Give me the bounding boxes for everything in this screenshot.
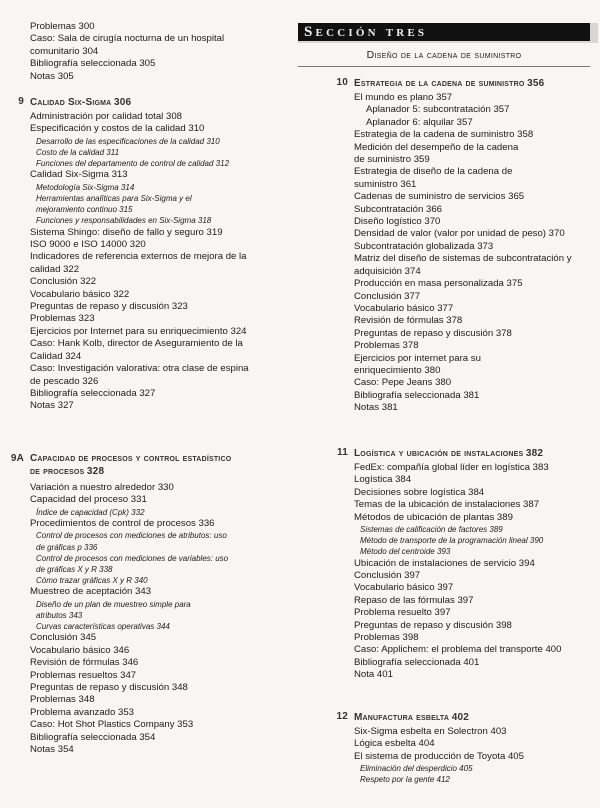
chapter-11-heading — [337, 447, 590, 460]
chapter-page: 382 — [525, 448, 544, 459]
toc-entry: Diseño de un plan de muestreo simple para — [36, 599, 191, 609]
chapter-9-list — [30, 111, 292, 413]
toc-entry: Notas 354 — [30, 744, 74, 756]
toc-entry: Muestreo de aceptación 343 — [30, 586, 152, 598]
toc-entry: Preguntas de repaso y discusión 398 — [354, 619, 512, 631]
toc-entry: Ubicación de instalaciones de servicio 394 — [354, 557, 535, 569]
toc-entry: Preguntas de repaso y discusión 378 — [354, 327, 512, 339]
toc-entry: atributos 343 — [36, 611, 83, 621]
toc-entry: de pescado 326 — [30, 375, 99, 387]
toc-entry: Ejercicios por Internet para su enriquecimiento 324 — [30, 325, 247, 337]
toc-entry: Aplanador 5: subcontratación 357 — [366, 104, 510, 116]
chapter-number: 12 — [336, 711, 348, 722]
toc-entry: Vocabulario básico 397 — [354, 582, 454, 594]
toc-entry: Producción en masa personalizada 375 — [354, 278, 523, 290]
chapter-9a-list — [30, 482, 292, 757]
toc-entry: Conclusión 345 — [30, 632, 97, 644]
toc-entry: Vocabulario básico 346 — [30, 644, 130, 656]
toc-entry: Método del centroide 393 — [360, 547, 451, 557]
toc-entry: Bibliografía seleccionada 327 — [30, 387, 156, 399]
toc-entry: Bibliografía seleccionada 381 — [354, 389, 480, 401]
chapter-number: 11 — [337, 447, 348, 458]
section-subtitle: Diseño de la cadena de suministro — [366, 50, 522, 61]
chapter-9-heading — [18, 96, 292, 109]
toc-entry: ISO 9000 e ISO 14000 320 — [30, 239, 146, 251]
chapter-page: 356 — [527, 78, 545, 89]
toc-entry: Eliminación del desperdicio 405 — [360, 764, 473, 774]
toc-entry: Bibliografía seleccionada 401 — [354, 656, 480, 668]
toc-entry: Diseño logístico 370 — [354, 216, 441, 228]
toc-entry: Nota 401 — [354, 669, 393, 681]
toc-entry: El sistema de producción de Toyota 405 — [354, 750, 524, 762]
toc-entry: Aplanador 6: alquilar 357 — [366, 116, 473, 128]
chapter-number: 9 — [18, 96, 24, 107]
chapter-10-list — [354, 92, 590, 415]
toc-entry: Caso: Pepe Jeans 380 — [354, 377, 452, 389]
toc-entry: de suministro 359 — [354, 154, 430, 166]
toc-entry: Revisión de fórmulas 346 — [30, 657, 139, 669]
toc-entry: Problema avanzado 353 — [30, 706, 135, 718]
chapter-11-list — [354, 462, 590, 682]
toc-entry: Logística 384 — [354, 474, 412, 486]
toc-entry: suministro 361 — [354, 178, 417, 190]
toc-entry: Capacidad del proceso 331 — [30, 494, 147, 506]
toc-entry: Vocabulario básico 322 — [30, 288, 130, 300]
toc-entry: El mundo es plano 357 — [354, 92, 453, 103]
section-title: Sección tres — [298, 23, 590, 41]
toc-entry: Matriz del diseño de sistemas de subcontratación y — [354, 253, 572, 265]
toc-entry: Caso: Hot Shot Plastics Company 353 — [30, 719, 194, 731]
toc-entry: Problemas 300 — [30, 21, 95, 32]
toc-entry: de gráficas X y R 338 — [36, 565, 113, 575]
section-divider — [298, 66, 590, 67]
chapter-12-heading — [336, 711, 590, 724]
chapter-title: Estrategia de la cadena de suministro — [354, 78, 525, 89]
toc-entry: Método de transporte de la programación lineal 390 — [360, 536, 544, 546]
toc-entry: FedEx: compañía global líder en logística 383 — [354, 462, 549, 473]
toc-entry: enriquecimiento 380 — [354, 364, 441, 376]
chapter-title: Manufactura esbelta — [354, 712, 450, 723]
toc-entry: Preguntas de repaso y discusión 323 — [30, 301, 188, 313]
toc-entry: Subcontratación globalizada 373 — [354, 240, 494, 252]
chapter-12-list — [354, 726, 590, 786]
toc-entry: Preguntas de repaso y discusión 348 — [30, 682, 188, 694]
toc-entry: Caso: Sala de cirugía nocturna de un hospital — [30, 33, 225, 45]
toc-entry: Curvas características operativas 344 — [36, 622, 170, 632]
toc-entry: Revisión de fórmulas 378 — [354, 315, 463, 327]
toc-entry: Respeto por la gente 412 — [360, 775, 450, 785]
toc-entry: Índice de capacidad (Cpk) 332 — [36, 507, 145, 517]
chapter-title: Logística y ubicación de instalaciones — [354, 448, 524, 459]
chapter-page: 402 — [451, 712, 469, 723]
left-top-list — [30, 21, 292, 83]
toc-entry: Six-Sigma esbelta en Solectron 403 — [354, 726, 507, 737]
chapter-9a-heading — [10, 453, 292, 478]
toc-entry: Costo de la calidad 311 — [36, 148, 120, 158]
toc-entry: calidad 322 — [30, 263, 80, 275]
chapter-title: Calidad Six-Sigma — [30, 97, 112, 108]
chapter-10-heading — [336, 77, 590, 90]
toc-entry: Funciones y responsabilidades en Six-Sigma 318 — [36, 216, 212, 226]
toc-entry: Metodología Six-Sigma 314 — [36, 182, 135, 192]
toc-entry: Decisiones sobre logística 384 — [354, 486, 485, 498]
toc-entry: Variación a nuestro alrededor 330 — [30, 482, 174, 493]
toc-entry: Vocabulario básico 377 — [354, 302, 454, 314]
toc-entry: Control de procesos con mediciones de atributos: uso — [36, 531, 227, 541]
toc-entry: Subcontratación 366 — [354, 203, 443, 215]
toc-entry: Problemas 348 — [30, 694, 95, 706]
toc-entry: Funciones del departamento de control de calidad 312 — [36, 159, 230, 169]
toc-entry: de gráficas p 336 — [36, 542, 98, 552]
chapter-page: 306 — [113, 97, 132, 108]
toc-entry: Indicadores de referencia externos de mejora de la — [30, 251, 247, 263]
toc-entry: Problemas 323 — [30, 313, 95, 325]
toc-entry: Procedimientos de control de procesos 336 — [30, 518, 215, 530]
toc-entry: Problemas 398 — [354, 632, 419, 644]
toc-entry: Medición del desempeño de la cadena — [354, 141, 519, 153]
toc-entry: Densidad de valor (valor por unidad de peso) 370 — [354, 228, 565, 240]
toc-entry: Caso: Applichem: el problema del transporte 400 — [354, 644, 562, 656]
toc-entry: Caso: Hank Kolb, director de Aseguramiento de la — [30, 338, 243, 350]
chapter-page: 328 — [86, 466, 105, 477]
toc-entry: Problema resuelto 397 — [354, 607, 451, 619]
toc-entry: Temas de la ubicación de instalaciones 387 — [354, 499, 540, 511]
toc-entry: Notas 381 — [354, 402, 398, 414]
toc-entry: Repaso de las fórmulas 397 — [354, 594, 474, 606]
toc-entry: Problemas 378 — [354, 340, 419, 352]
toc-entry: comunitario 304 — [30, 45, 99, 57]
toc-entry: Cadenas de suministro de servicios 365 — [354, 191, 525, 203]
toc-entry: Caso: Investigación valorativa: otra clase de espina — [30, 363, 249, 375]
toc-entry: Estrategia de diseño de la cadena de — [354, 166, 513, 178]
toc-entry: Ejercicios por internet para su — [354, 352, 481, 364]
toc-entry: Bibliografía seleccionada 354 — [30, 731, 156, 743]
chapter-title-line-2: de procesos — [30, 466, 85, 477]
toc-entry: Conclusión 322 — [30, 276, 97, 288]
toc-entry: Problemas resueltos 347 — [30, 669, 137, 681]
toc-entry: Notas 327 — [30, 400, 74, 412]
toc-entry: Conclusión 397 — [354, 570, 421, 582]
chapter-number: 10 — [336, 77, 348, 88]
toc-entry: Sistemas de calificación de factores 389 — [360, 525, 503, 535]
chapter-number: 9A — [10, 453, 24, 464]
toc-entry: Administración por calidad total 308 — [30, 111, 182, 122]
toc-entry: Lógica esbelta 404 — [354, 738, 435, 750]
toc-entry: Control de procesos con mediciones de variables: uso — [36, 553, 229, 563]
toc-entry: Sistema Shingo: diseño de fallo y seguro 319 — [30, 226, 223, 238]
toc-entry: Bibliografía seleccionada 305 — [30, 58, 156, 70]
toc-entry: adquisición 374 — [354, 265, 421, 277]
toc-entry: Calidad 324 — [30, 350, 82, 362]
toc-entry: Conclusión 377 — [354, 290, 421, 302]
toc-entry: Herramientas analíticas para Six-Sigma y el — [36, 194, 192, 204]
toc-entry: mejoramiento continuo 315 — [36, 205, 133, 215]
toc-entry: Notas 305 — [30, 70, 74, 82]
chapter-title-line-1: Capacidad de procesos y control estadístico — [30, 453, 232, 464]
toc-entry: Cómo trazar gráficas X y R 340 — [36, 576, 148, 586]
toc-entry: Estrategia de la cadena de suministro 358 — [354, 129, 534, 141]
toc-entry: Calidad Six-Sigma 313 — [30, 169, 128, 181]
toc-entry: Métodos de ubicación de plantas 389 — [354, 511, 513, 523]
toc-entry: Especificación y costos de la calidad 310 — [30, 123, 205, 135]
toc-entry: Desarrollo de las especificaciones de la calidad 310 — [36, 136, 220, 146]
